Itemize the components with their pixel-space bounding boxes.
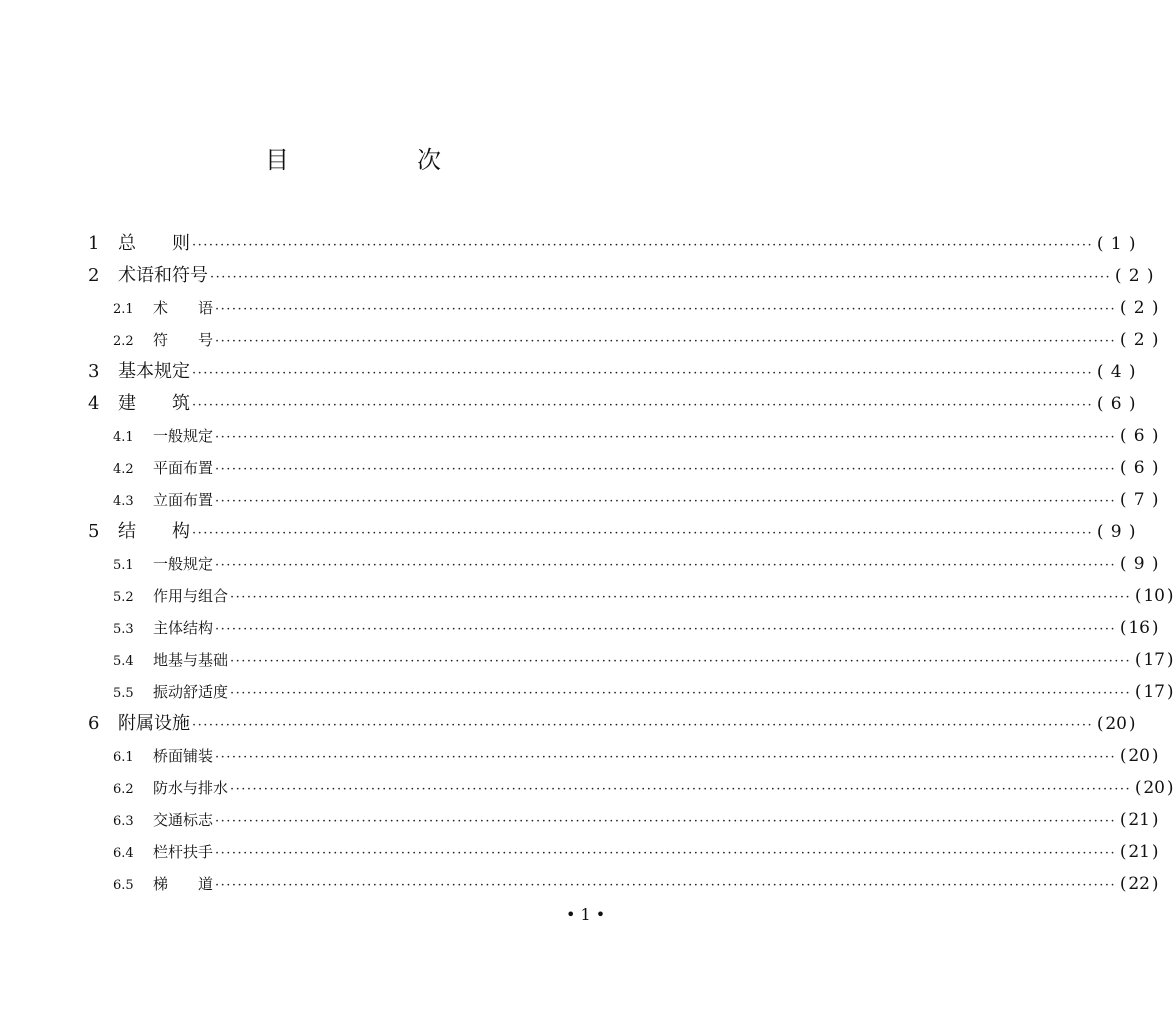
toc-entry-label: 桥面铺装 [153, 747, 214, 765]
toc-page-number: 7 [1133, 490, 1145, 510]
toc-entry-number: 5.3 [113, 622, 134, 637]
toc-page-number: 20 [1128, 746, 1150, 766]
toc-entry[interactable] [113, 677, 1174, 707]
toc-entry-page: ( 16 ) [1118, 613, 1160, 643]
toc-entry-number: 6 [88, 713, 100, 734]
toc-entry-number: 6.3 [113, 814, 134, 829]
toc-entry[interactable] [113, 485, 1159, 515]
toc-entry-number: 5.2 [113, 590, 134, 605]
toc-entry-label: 梯 道 [153, 875, 214, 893]
toc-entry-page: ( 17 ) [1133, 645, 1175, 675]
toc-entry-number: 6.2 [113, 782, 134, 797]
toc-leader-dots: ································································································································································ [192, 526, 1094, 541]
toc-entry[interactable] [113, 293, 1159, 323]
toc-entry-page: ( 6 ) [1118, 453, 1160, 483]
toc-leader-dots: ································································································································································ [230, 654, 1132, 669]
toc-entry-label: 一般规定 [153, 555, 214, 573]
toc-page-number: 16 [1128, 618, 1150, 638]
toc-entry[interactable] [113, 741, 1159, 771]
toc-page-number: 9 [1133, 554, 1145, 574]
toc-entry-page: ( 1 ) [1095, 229, 1137, 259]
toc-entry[interactable] [88, 357, 1136, 387]
toc-entry[interactable] [113, 325, 1159, 355]
toc-entry-page: ( 10 ) [1133, 581, 1175, 611]
toc-page-number: 6 [1110, 394, 1122, 414]
toc-entry-page: ( 2 ) [1113, 261, 1155, 291]
toc-entry-number: 6.5 [113, 878, 134, 893]
toc-entry[interactable] [113, 869, 1159, 899]
toc-page-number: 21 [1128, 842, 1150, 862]
toc-entry-page: ( 7 ) [1118, 485, 1160, 515]
toc-entry-number: 4 [88, 393, 100, 414]
toc-entry[interactable] [88, 709, 1136, 739]
toc-entry-page: ( 17 ) [1133, 677, 1175, 707]
page-number-footer: • 1 • [566, 905, 606, 924]
toc-entry-page: ( 9 ) [1118, 549, 1160, 579]
toc-entry-label: 总 则 [118, 233, 190, 254]
toc-entry-page: ( 4 ) [1095, 357, 1137, 387]
toc-entry-label: 交通标志 [153, 811, 214, 829]
toc-entry[interactable] [88, 389, 1136, 419]
toc-entry-number: 5 [88, 521, 100, 542]
toc-leader-dots: ································································································································································ [215, 814, 1117, 829]
toc-entry-page: ( 21 ) [1118, 805, 1160, 835]
toc-entry-label: 符 号 [153, 331, 214, 349]
toc-entry-number: 5.1 [113, 558, 134, 573]
toc-entry-label: 附属设施 [118, 713, 190, 734]
toc-entry-label: 一般规定 [153, 427, 214, 445]
toc-leader-dots: ································································································································································ [215, 750, 1117, 765]
toc-page-number: 21 [1128, 810, 1150, 830]
toc-leader-dots: ································································································································································ [215, 558, 1117, 573]
toc-page-number: 10 [1143, 586, 1165, 606]
toc-entry[interactable] [113, 645, 1174, 675]
toc-leader-dots: ································································································································································ [215, 622, 1117, 637]
toc-entry-number: 5.5 [113, 686, 134, 701]
toc-entry-number: 5.4 [113, 654, 134, 669]
toc-entry-page: ( 9 ) [1095, 517, 1137, 547]
toc-entry-page: ( 6 ) [1118, 421, 1160, 451]
toc-entry-page: ( 2 ) [1118, 293, 1160, 323]
toc-page-number: 2 [1133, 298, 1145, 318]
toc-entry-page: ( 20 ) [1118, 741, 1160, 771]
toc-entry[interactable] [88, 229, 1136, 259]
toc-leader-dots: ································································································································································ [230, 782, 1132, 797]
toc-page-number: 17 [1143, 682, 1165, 702]
toc-leader-dots: ································································································································································ [215, 334, 1117, 349]
toc-entry-number: 3 [88, 361, 100, 382]
toc-leader-dots: ································································································································································ [230, 686, 1132, 701]
toc-entry-number: 1 [88, 233, 100, 254]
toc-entry-label: 振动舒适度 [153, 683, 229, 701]
toc-page-number: 1 [1110, 234, 1122, 254]
toc-entry-number: 4.1 [113, 430, 134, 445]
toc-entry[interactable] [88, 517, 1136, 547]
toc-entry[interactable] [113, 613, 1159, 643]
toc-entry[interactable] [113, 805, 1159, 835]
toc-page-number: 20 [1105, 714, 1127, 734]
toc-leader-dots: ································································································································································ [192, 398, 1094, 413]
toc-entry-label: 术 语 [153, 299, 214, 317]
toc-entry-number: 4.3 [113, 494, 134, 509]
toc-page-number: 6 [1133, 458, 1145, 478]
toc-entry-page: ( 21 ) [1118, 837, 1160, 867]
toc-page-number: 2 [1133, 330, 1145, 350]
toc-entry-number: 6.4 [113, 846, 134, 861]
toc-entry-number: 6.1 [113, 750, 134, 765]
toc-leader-dots: ································································································································································ [192, 366, 1094, 381]
toc-entry-label: 基本规定 [118, 361, 190, 382]
toc-page-number: 2 [1128, 266, 1140, 286]
toc-entry-number: 2 [88, 265, 100, 286]
toc-leader-dots: ································································································································································ [192, 238, 1094, 253]
toc-page-number: 20 [1143, 778, 1165, 798]
toc-entry-number: 2.2 [113, 334, 134, 349]
toc-leader-dots: ································································································································································ [215, 302, 1117, 317]
toc-entry-label: 立面布置 [153, 491, 214, 509]
toc-entry-label: 主体结构 [153, 619, 214, 637]
toc-page-number: 22 [1128, 874, 1150, 894]
toc-entry-page: ( 20 ) [1133, 773, 1175, 803]
toc-leader-dots: ································································································································································ [215, 846, 1117, 861]
toc-entry-label: 平面布置 [153, 459, 214, 477]
toc-leader-dots: ································································································································································ [230, 590, 1132, 605]
toc-leader-dots: ································································································································································ [215, 878, 1117, 893]
toc-entry[interactable] [88, 261, 1154, 291]
toc-entry-number: 2.1 [113, 302, 134, 317]
toc-entry-label: 结 构 [118, 521, 190, 542]
toc-entry[interactable] [113, 773, 1174, 803]
toc-entry-page: ( 20 ) [1095, 709, 1137, 739]
toc-entry-page: ( 22 ) [1118, 869, 1160, 899]
toc-leader-dots: ································································································································································ [215, 494, 1117, 509]
toc-leader-dots: ································································································································································ [210, 270, 1112, 285]
toc-entry-label: 栏杆扶手 [153, 843, 214, 861]
toc-page-number: 9 [1110, 522, 1122, 542]
toc-entry-label: 地基与基础 [153, 651, 229, 669]
toc-page-number: 17 [1143, 650, 1165, 670]
toc-entry-label: 防水与排水 [153, 779, 229, 797]
toc-entry-page: ( 6 ) [1095, 389, 1137, 419]
toc-leader-dots: ································································································································································ [215, 462, 1117, 477]
toc-entry-label: 建 筑 [118, 393, 190, 414]
toc-page-number: 4 [1110, 362, 1122, 382]
page-title: 目 次 [265, 146, 493, 174]
toc-leader-dots: ································································································································································ [192, 718, 1094, 733]
toc-entry[interactable] [113, 421, 1159, 451]
toc-leader-dots: ································································································································································ [215, 430, 1117, 445]
toc-entry-label: 作用与组合 [153, 587, 229, 605]
toc-entry-number: 4.2 [113, 462, 134, 477]
toc-page-number: 6 [1133, 426, 1145, 446]
toc-entry-label: 术语和符号 [118, 265, 208, 286]
toc-entry-page: ( 2 ) [1118, 325, 1160, 355]
toc-entry[interactable] [113, 581, 1174, 611]
toc-entry[interactable] [113, 453, 1159, 483]
toc-entry[interactable] [113, 837, 1159, 867]
toc-entry[interactable] [113, 549, 1159, 579]
